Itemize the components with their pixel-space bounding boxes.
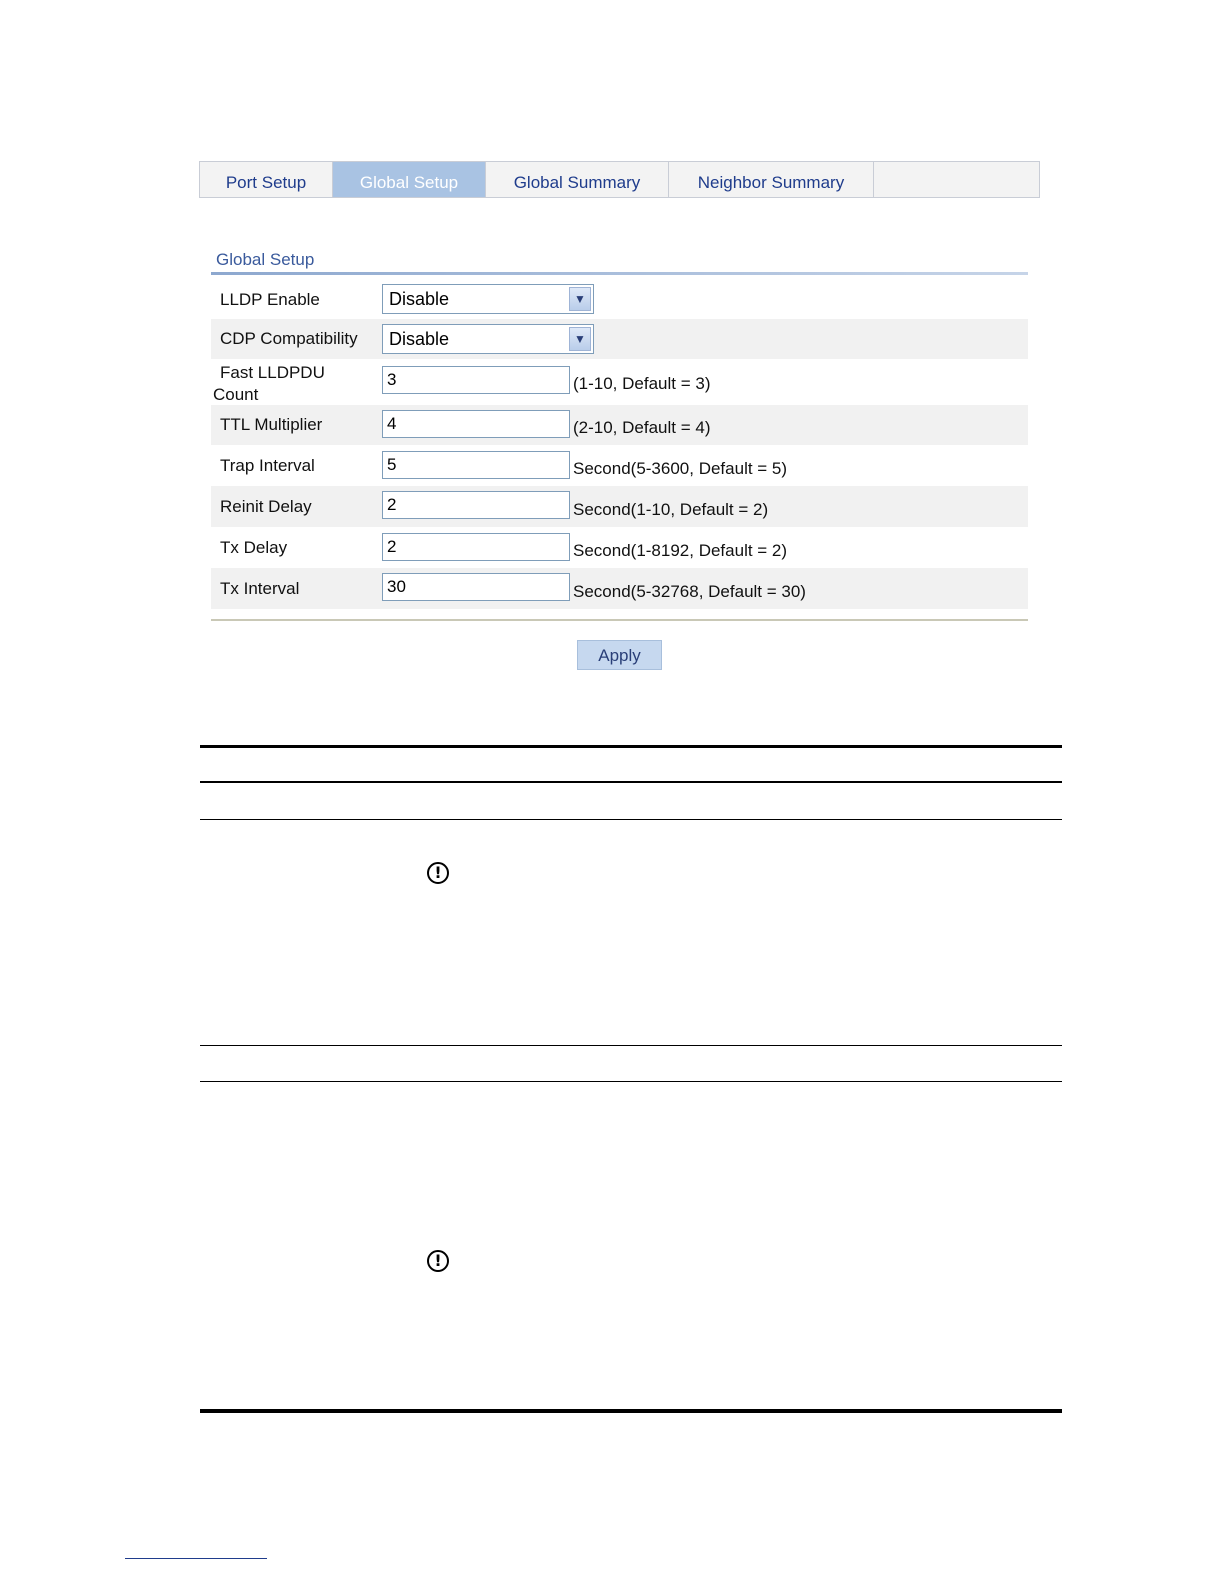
- tab-bar-filler: [874, 162, 1039, 197]
- form-row-tx-delay: [211, 527, 1028, 568]
- trap-interval-label: Trap Interval: [220, 456, 315, 475]
- cdp-compatibility-select[interactable]: [382, 324, 594, 354]
- form-row-cdp-compatibility: [211, 319, 1028, 359]
- important-icon: !: [427, 1250, 449, 1272]
- form-row-trap-interval: [211, 445, 1028, 486]
- section-divider: [211, 272, 1028, 275]
- form-row-ttl-multiplier: [211, 405, 1028, 445]
- form-bottom-divider: [211, 619, 1028, 621]
- tx-interval-label: Tx Interval: [220, 579, 300, 598]
- trap-interval-input[interactable]: [382, 451, 570, 479]
- reinit-delay-label: Reinit Delay: [220, 497, 312, 516]
- cdp-compatibility-label: CDP Compatibility: [220, 329, 358, 348]
- chevron-down-icon[interactable]: ▼: [569, 327, 591, 351]
- tx-delay-label: Tx Delay: [220, 538, 288, 557]
- table-header-rule: [200, 781, 1062, 783]
- tx-delay-hint: Second(1-8192, Default = 2): [573, 541, 788, 560]
- tx-delay-input[interactable]: [382, 533, 570, 561]
- table-bottom-rule: [200, 1409, 1062, 1413]
- tab-global-summary[interactable]: Global Summary: [486, 162, 669, 197]
- fast-lldpdu-label-line2: Count: [213, 385, 259, 404]
- lldp-enable-label: LLDP Enable: [220, 290, 320, 309]
- table-top-rule: [200, 745, 1062, 748]
- form-row-tx-interval: [211, 568, 1028, 609]
- tx-interval-hint: Second(5-32768, Default = 30): [573, 582, 806, 601]
- tx-interval-input[interactable]: [382, 573, 570, 601]
- table-row-divider: [200, 1045, 1062, 1046]
- important-icon: !: [427, 862, 449, 884]
- ttl-multiplier-label: TTL Multiplier: [220, 415, 323, 434]
- fast-lldpdu-count-hint: (1-10, Default = 3): [573, 374, 711, 393]
- trap-interval-hint: Second(5-3600, Default = 5): [573, 459, 788, 478]
- form-row-reinit-delay: [211, 486, 1028, 527]
- ttl-multiplier-input[interactable]: [382, 410, 570, 438]
- apply-button[interactable]: Apply: [577, 640, 662, 670]
- chevron-down-icon[interactable]: ▼: [569, 287, 591, 311]
- tab-port-setup[interactable]: Port Setup: [200, 162, 333, 197]
- cdp-compatibility-value: Disable: [389, 329, 450, 349]
- fast-lldpdu-label-line1: Fast LLDPDU: [220, 363, 325, 382]
- ttl-multiplier-hint: (2-10, Default = 4): [573, 418, 711, 437]
- form-row-fast-lldpdu-count: [211, 359, 1028, 405]
- lldp-enable-select[interactable]: [382, 284, 594, 314]
- fast-lldpdu-count-label: [213, 362, 325, 406]
- table-row-divider: [200, 819, 1062, 820]
- form-row-lldp-enable: [211, 279, 1028, 319]
- lldp-enable-value: Disable: [389, 289, 450, 309]
- reinit-delay-hint: Second(1-10, Default = 2): [573, 500, 769, 519]
- tab-bar: [199, 161, 1040, 198]
- reinit-delay-input[interactable]: [382, 491, 570, 519]
- tab-global-setup[interactable]: Global Setup: [333, 162, 486, 197]
- tab-neighbor-summary[interactable]: Neighbor Summary: [669, 162, 874, 197]
- fast-lldpdu-count-input[interactable]: [382, 366, 570, 394]
- table-row-divider: [200, 1081, 1062, 1082]
- section-title: Global Setup: [216, 250, 315, 269]
- footer-link-underline: [125, 1558, 267, 1559]
